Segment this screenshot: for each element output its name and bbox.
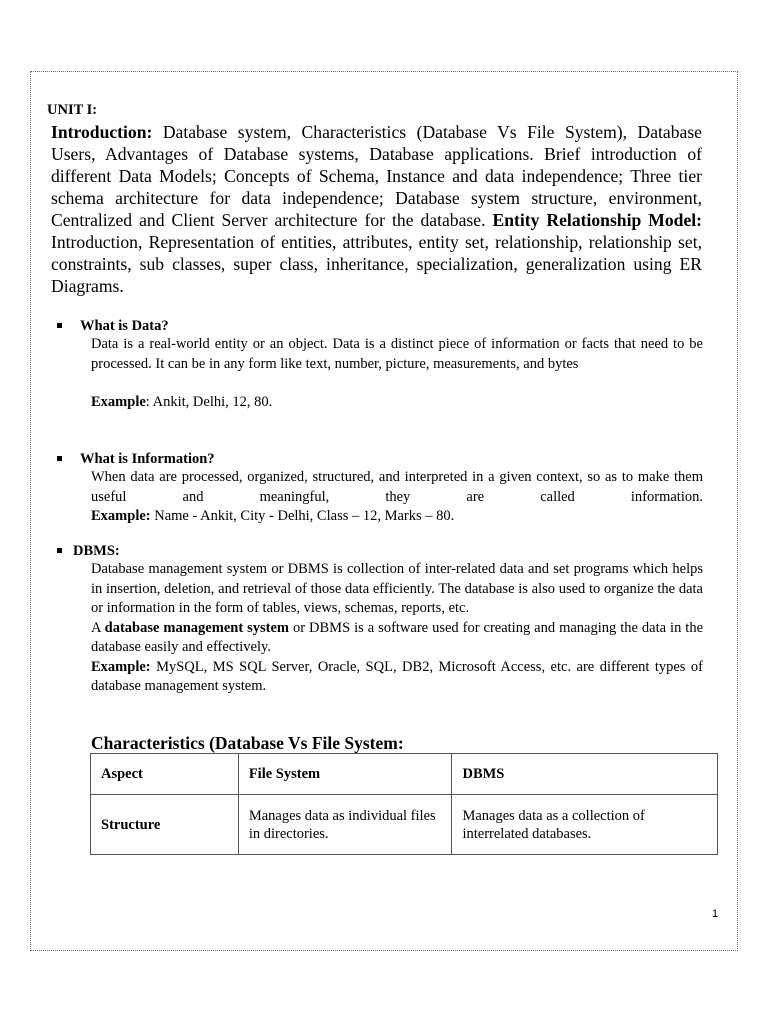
er-model-label: Entity Relationship Model: xyxy=(492,210,703,230)
example-label: Example: xyxy=(91,508,151,524)
square-bullet-icon xyxy=(57,323,62,328)
data-definition: Data is a real-world entity or an object. Data is a distinct piece of information or facts that need to be processed. It can be in any form like text, number, picture, measurements, and bytes xyxy=(91,336,703,372)
introduction-label: Introduction: xyxy=(51,122,153,142)
row-label-structure: Structure xyxy=(91,795,239,855)
data-example xyxy=(91,393,703,413)
example-text: Name - Ankit, City - Delhi, Class – 12, Marks – 80. xyxy=(150,508,455,524)
unit-title: UNIT I: xyxy=(47,102,98,118)
square-bullet-icon xyxy=(57,548,62,553)
table-header-row xyxy=(91,754,718,795)
section-what-is-data xyxy=(57,317,704,413)
column-header-file-system: File System xyxy=(238,754,452,795)
section-dbms xyxy=(57,542,704,697)
cell-dbms-structure: Manages data as a collection of interrelated databases. xyxy=(452,795,718,855)
table-row xyxy=(91,795,718,855)
example-label: Example: xyxy=(91,658,151,675)
introduction-paragraph xyxy=(51,121,702,297)
information-definition: When data are processed, organized, structured, and interpreted in a given context, so as to make them useful and meaningful, they are called information. xyxy=(91,469,703,505)
information-example xyxy=(91,507,703,527)
section-what-is-information xyxy=(57,450,704,527)
heading-dbms: DBMS: xyxy=(73,543,120,559)
cell-file-system-structure: Manages data as individual files in directories. xyxy=(238,795,452,855)
heading-what-is-information: What is Information? xyxy=(80,451,215,467)
bullet-heading xyxy=(57,317,704,335)
introduction-text: Database system, Characteristics (Database Vs File System), Database Users, Advantages of Database systems, Database applications. Brief introduction of different Data Models; Concepts of Schema, Instance and data independence; Three tier schema architecture for data independence; Database system structure, environment, Centralized and Client Server architecture for the database. xyxy=(51,122,702,230)
er-model-text: Introduction, Representation of entities, attributes, entity set, relationship, relationship set, constraints, sub classes, super class, inheritance, specialization, generalization using ER Diagrams. xyxy=(51,232,702,296)
column-header-aspect: Aspect xyxy=(91,754,239,795)
example-text: : Ankit, Delhi, 12, 80. xyxy=(145,394,273,410)
dbms-desc-post: or DBMS is a software used for creating and managing the data in the database easily and effectively. xyxy=(91,619,704,655)
comparison-table xyxy=(90,753,718,855)
example-label: Example xyxy=(91,394,146,410)
table-title: Characteristics (Database Vs File System: xyxy=(91,733,404,753)
dbms-bold-term: database management system xyxy=(104,619,290,636)
example-text: MySQL, MS SQL Server, Oracle, SQL, DB2, Microsoft Access, etc. are different types of database management system. xyxy=(91,658,703,694)
heading-what-is-data: What is Data? xyxy=(80,318,169,334)
square-bullet-icon xyxy=(57,456,62,461)
bullet-heading xyxy=(57,450,704,468)
dbms-example xyxy=(91,658,703,697)
column-header-dbms: DBMS xyxy=(452,754,718,795)
page-number: 1 xyxy=(712,908,719,920)
dbms-desc-pre: A xyxy=(91,619,105,636)
bullet-heading xyxy=(57,542,704,560)
dbms-software-description xyxy=(91,619,703,658)
dbms-definition: Database management system or DBMS is collection of inter-related data and set programs which helps in insertion, deletion, and retrieval of those data efficiently. The database is also used to organize the data or information in the form of tables, views, schemas, reports, etc. xyxy=(91,561,703,616)
